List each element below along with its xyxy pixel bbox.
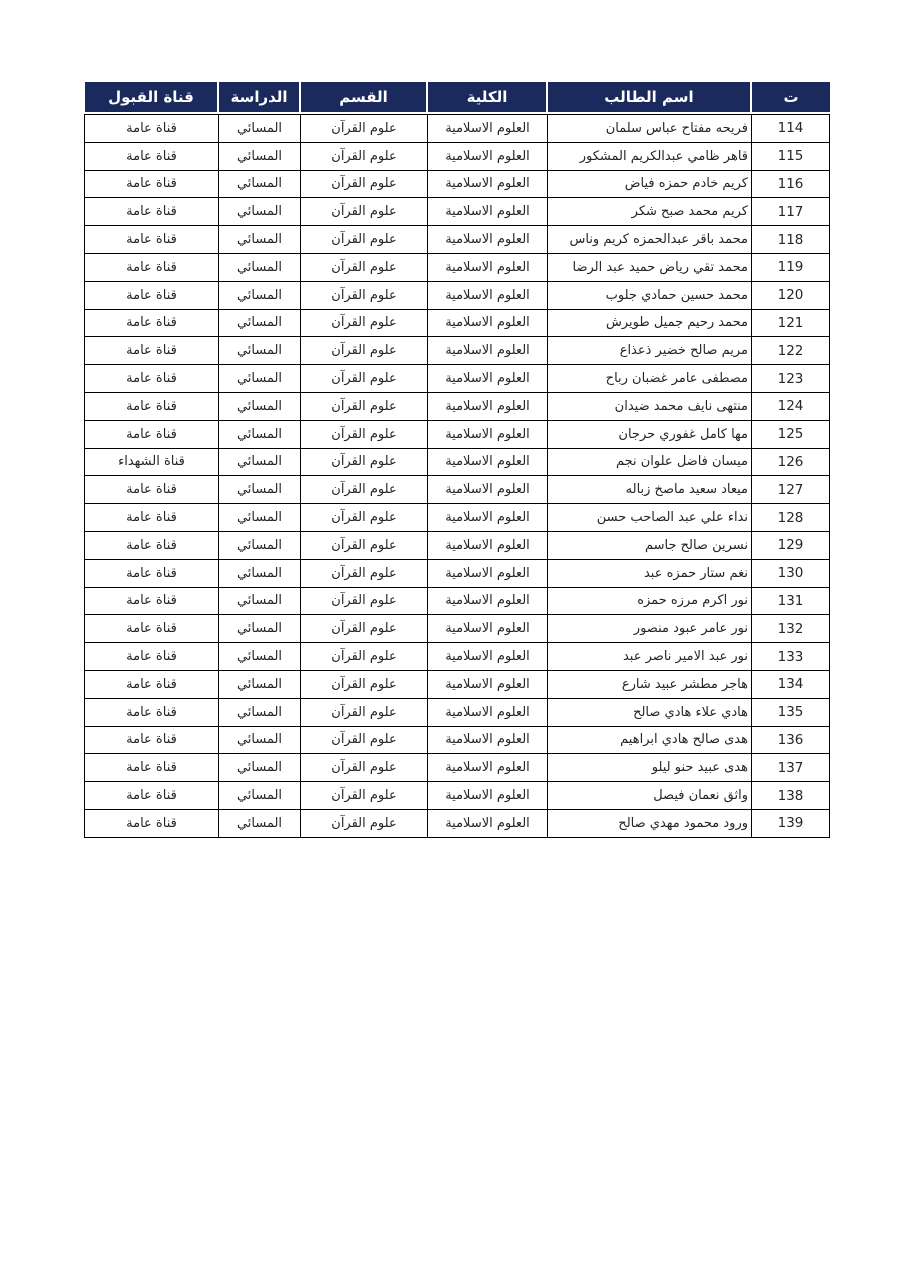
- cell-channel: قناة عامة: [85, 281, 219, 309]
- cell-department: علوم القرآن: [301, 587, 428, 615]
- cell-department: علوم القرآن: [301, 809, 428, 837]
- table-rows: [85, 115, 830, 838]
- cell-channel: قناة عامة: [85, 226, 219, 254]
- cell-study: المسائي: [219, 559, 301, 587]
- cell-department: علوم القرآن: [301, 782, 428, 810]
- cell-college: العلوم الاسلامية: [428, 337, 548, 365]
- cell-study: المسائي: [219, 420, 301, 448]
- cell-college: العلوم الاسلامية: [428, 309, 548, 337]
- cell-no: 119: [752, 253, 830, 281]
- cell-college: العلوم الاسلامية: [428, 226, 548, 254]
- cell-department: علوم القرآن: [301, 170, 428, 198]
- cell-department: علوم القرآن: [301, 115, 428, 143]
- cell-study: المسائي: [219, 115, 301, 143]
- cell-college: العلوم الاسلامية: [428, 476, 548, 504]
- table-row: [85, 698, 830, 726]
- cell-department: علوم القرآن: [301, 142, 428, 170]
- table-row: [85, 309, 830, 337]
- cell-department: علوم القرآن: [301, 365, 428, 393]
- table-row: [85, 809, 830, 837]
- cell-no: 138: [752, 782, 830, 810]
- cell-study: المسائي: [219, 504, 301, 532]
- cell-name: واثق نعمان فيصل: [548, 782, 752, 810]
- cell-no: 123: [752, 365, 830, 393]
- cell-study: المسائي: [219, 226, 301, 254]
- table-row: [85, 170, 830, 198]
- table-row: [85, 476, 830, 504]
- cell-college: العلوم الاسلامية: [428, 643, 548, 671]
- cell-college: العلوم الاسلامية: [428, 670, 548, 698]
- cell-college: العلوم الاسلامية: [428, 281, 548, 309]
- cell-department: علوم القرآن: [301, 559, 428, 587]
- cell-name: محمد باقر عبدالحمزه كريم وناس: [548, 226, 752, 254]
- cell-study: المسائي: [219, 309, 301, 337]
- column-header-channel: قناة القبول: [85, 82, 219, 112]
- cell-name: هدى عبيد حنو ليلو: [548, 754, 752, 782]
- cell-college: العلوم الاسلامية: [428, 782, 548, 810]
- cell-name: نغم ستار حمزه عبد: [548, 559, 752, 587]
- cell-name: مها كامل غفوري حرجان: [548, 420, 752, 448]
- cell-department: علوم القرآن: [301, 226, 428, 254]
- cell-channel: قناة عامة: [85, 142, 219, 170]
- cell-name: هادي علاء هادي صالح: [548, 698, 752, 726]
- table-row: [85, 392, 830, 420]
- table-row: [85, 670, 830, 698]
- cell-department: علوم القرآن: [301, 253, 428, 281]
- cell-name: مصطفى عامر غضبان رباح: [548, 365, 752, 393]
- cell-name: نداء علي عبد الصاحب حسن: [548, 504, 752, 532]
- cell-study: المسائي: [219, 253, 301, 281]
- cell-study: المسائي: [219, 643, 301, 671]
- table-row: [85, 420, 830, 448]
- cell-name: منتهى نايف محمد ضيدان: [548, 392, 752, 420]
- cell-college: العلوم الاسلامية: [428, 559, 548, 587]
- cell-department: علوم القرآن: [301, 337, 428, 365]
- cell-college: العلوم الاسلامية: [428, 115, 548, 143]
- cell-channel: قناة عامة: [85, 615, 219, 643]
- table-row: [85, 115, 830, 143]
- cell-no: 117: [752, 198, 830, 226]
- cell-study: المسائي: [219, 392, 301, 420]
- cell-study: المسائي: [219, 531, 301, 559]
- cell-no: 126: [752, 448, 830, 476]
- cell-name: نور عبد الامير ناصر عبد: [548, 643, 752, 671]
- table-row: [85, 531, 830, 559]
- table-row: [85, 198, 830, 226]
- cell-department: علوم القرآن: [301, 281, 428, 309]
- cell-study: المسائي: [219, 782, 301, 810]
- cell-study: المسائي: [219, 670, 301, 698]
- cell-college: العلوم الاسلامية: [428, 448, 548, 476]
- cell-channel: قناة عامة: [85, 309, 219, 337]
- cell-name: محمد حسين حمادي جلوب: [548, 281, 752, 309]
- cell-no: 118: [752, 226, 830, 254]
- cell-study: المسائي: [219, 337, 301, 365]
- cell-study: المسائي: [219, 754, 301, 782]
- cell-no: 121: [752, 309, 830, 337]
- cell-no: 128: [752, 504, 830, 532]
- cell-study: المسائي: [219, 476, 301, 504]
- cell-college: العلوم الاسلامية: [428, 754, 548, 782]
- cell-college: العلوم الاسلامية: [428, 198, 548, 226]
- cell-department: علوم القرآن: [301, 309, 428, 337]
- cell-college: العلوم الاسلامية: [428, 698, 548, 726]
- cell-study: المسائي: [219, 281, 301, 309]
- table-row: [85, 643, 830, 671]
- cell-no: 122: [752, 337, 830, 365]
- cell-department: علوم القرآن: [301, 392, 428, 420]
- cell-name: نسرين صالح جاسم: [548, 531, 752, 559]
- cell-channel: قناة عامة: [85, 782, 219, 810]
- cell-no: 120: [752, 281, 830, 309]
- table-body: [84, 114, 830, 838]
- table-row: [85, 448, 830, 476]
- cell-college: العلوم الاسلامية: [428, 365, 548, 393]
- cell-department: علوم القرآن: [301, 420, 428, 448]
- cell-no: 127: [752, 476, 830, 504]
- cell-study: المسائي: [219, 365, 301, 393]
- column-header-no: ت: [752, 82, 830, 112]
- cell-no: 129: [752, 531, 830, 559]
- cell-no: 135: [752, 698, 830, 726]
- cell-study: المسائي: [219, 142, 301, 170]
- cell-channel: قناة عامة: [85, 698, 219, 726]
- cell-department: علوم القرآن: [301, 670, 428, 698]
- cell-department: علوم القرآن: [301, 504, 428, 532]
- cell-study: المسائي: [219, 809, 301, 837]
- cell-name: محمد تقي رياض حميد عبد الرضا: [548, 253, 752, 281]
- cell-no: 137: [752, 754, 830, 782]
- cell-channel: قناة عامة: [85, 253, 219, 281]
- cell-department: علوم القرآن: [301, 615, 428, 643]
- column-header-name: اسم الطالب: [548, 82, 752, 112]
- cell-channel: قناة عامة: [85, 337, 219, 365]
- cell-channel: قناة الشهداء: [85, 448, 219, 476]
- cell-no: 130: [752, 559, 830, 587]
- cell-no: 114: [752, 115, 830, 143]
- table-row: [85, 504, 830, 532]
- cell-department: علوم القرآن: [301, 754, 428, 782]
- cell-college: العلوم الاسلامية: [428, 170, 548, 198]
- cell-college: العلوم الاسلامية: [428, 726, 548, 754]
- cell-college: العلوم الاسلامية: [428, 531, 548, 559]
- table-row: [85, 559, 830, 587]
- students-admission-table: [85, 82, 830, 838]
- cell-name: ميعاد سعيد ماصخ زباله: [548, 476, 752, 504]
- cell-name: محمد رحيم جميل طويرش: [548, 309, 752, 337]
- table-row: [85, 226, 830, 254]
- cell-college: العلوم الاسلامية: [428, 392, 548, 420]
- cell-channel: قناة عامة: [85, 476, 219, 504]
- cell-no: 136: [752, 726, 830, 754]
- cell-channel: قناة عامة: [85, 726, 219, 754]
- cell-college: العلوم الاسلامية: [428, 615, 548, 643]
- cell-name: مريم صالح خضير ذعذاع: [548, 337, 752, 365]
- cell-college: العلوم الاسلامية: [428, 142, 548, 170]
- column-header-college: الكلية: [428, 82, 548, 112]
- cell-college: العلوم الاسلامية: [428, 504, 548, 532]
- cell-study: المسائي: [219, 587, 301, 615]
- cell-college: العلوم الاسلامية: [428, 253, 548, 281]
- cell-channel: قناة عامة: [85, 420, 219, 448]
- table-row: [85, 253, 830, 281]
- cell-no: 133: [752, 643, 830, 671]
- table-header-row: [85, 82, 830, 112]
- cell-college: العلوم الاسلامية: [428, 587, 548, 615]
- cell-name: هدى صالح هادي ابراهيم: [548, 726, 752, 754]
- table-row: [85, 615, 830, 643]
- table-row: [85, 782, 830, 810]
- cell-study: المسائي: [219, 615, 301, 643]
- cell-no: 132: [752, 615, 830, 643]
- cell-no: 116: [752, 170, 830, 198]
- cell-channel: قناة عامة: [85, 809, 219, 837]
- cell-study: المسائي: [219, 448, 301, 476]
- cell-name: كريم محمد صبح شكر: [548, 198, 752, 226]
- table-row: [85, 754, 830, 782]
- cell-no: 134: [752, 670, 830, 698]
- cell-college: العلوم الاسلامية: [428, 420, 548, 448]
- table-row: [85, 726, 830, 754]
- cell-department: علوم القرآن: [301, 448, 428, 476]
- table-row: [85, 365, 830, 393]
- table-row: [85, 587, 830, 615]
- cell-study: المسائي: [219, 698, 301, 726]
- cell-channel: قناة عامة: [85, 643, 219, 671]
- cell-department: علوم القرآن: [301, 698, 428, 726]
- cell-channel: قناة عامة: [85, 504, 219, 532]
- cell-channel: قناة عامة: [85, 392, 219, 420]
- column-header-department: القسم: [301, 82, 428, 112]
- cell-no: 124: [752, 392, 830, 420]
- cell-channel: قناة عامة: [85, 365, 219, 393]
- cell-channel: قناة عامة: [85, 559, 219, 587]
- cell-department: علوم القرآن: [301, 531, 428, 559]
- table-row: [85, 337, 830, 365]
- cell-name: كريم خادم حمزه فياض: [548, 170, 752, 198]
- cell-department: علوم القرآن: [301, 476, 428, 504]
- cell-no: 139: [752, 809, 830, 837]
- cell-name: ورود محمود مهدي صالح: [548, 809, 752, 837]
- cell-no: 115: [752, 142, 830, 170]
- cell-name: هاجر مطشر عبيد شارع: [548, 670, 752, 698]
- cell-channel: قناة عامة: [85, 670, 219, 698]
- cell-name: ميسان فاضل علوان نجم: [548, 448, 752, 476]
- cell-study: المسائي: [219, 198, 301, 226]
- cell-no: 131: [752, 587, 830, 615]
- cell-no: 125: [752, 420, 830, 448]
- cell-name: نور عامر عبود منصور: [548, 615, 752, 643]
- table-row: [85, 142, 830, 170]
- cell-study: المسائي: [219, 170, 301, 198]
- cell-name: قاهر ظامي عبدالكريم المشكور: [548, 142, 752, 170]
- cell-channel: قناة عامة: [85, 198, 219, 226]
- cell-channel: قناة عامة: [85, 115, 219, 143]
- cell-study: المسائي: [219, 726, 301, 754]
- cell-channel: قناة عامة: [85, 754, 219, 782]
- cell-channel: قناة عامة: [85, 587, 219, 615]
- cell-name: نور اكرم مرزه حمزه: [548, 587, 752, 615]
- cell-channel: قناة عامة: [85, 170, 219, 198]
- table-row: [85, 281, 830, 309]
- cell-name: فريحه مفتاح عباس سلمان: [548, 115, 752, 143]
- cell-department: علوم القرآن: [301, 643, 428, 671]
- cell-channel: قناة عامة: [85, 531, 219, 559]
- column-header-study: الدراسة: [219, 82, 301, 112]
- cell-department: علوم القرآن: [301, 726, 428, 754]
- cell-college: العلوم الاسلامية: [428, 809, 548, 837]
- cell-department: علوم القرآن: [301, 198, 428, 226]
